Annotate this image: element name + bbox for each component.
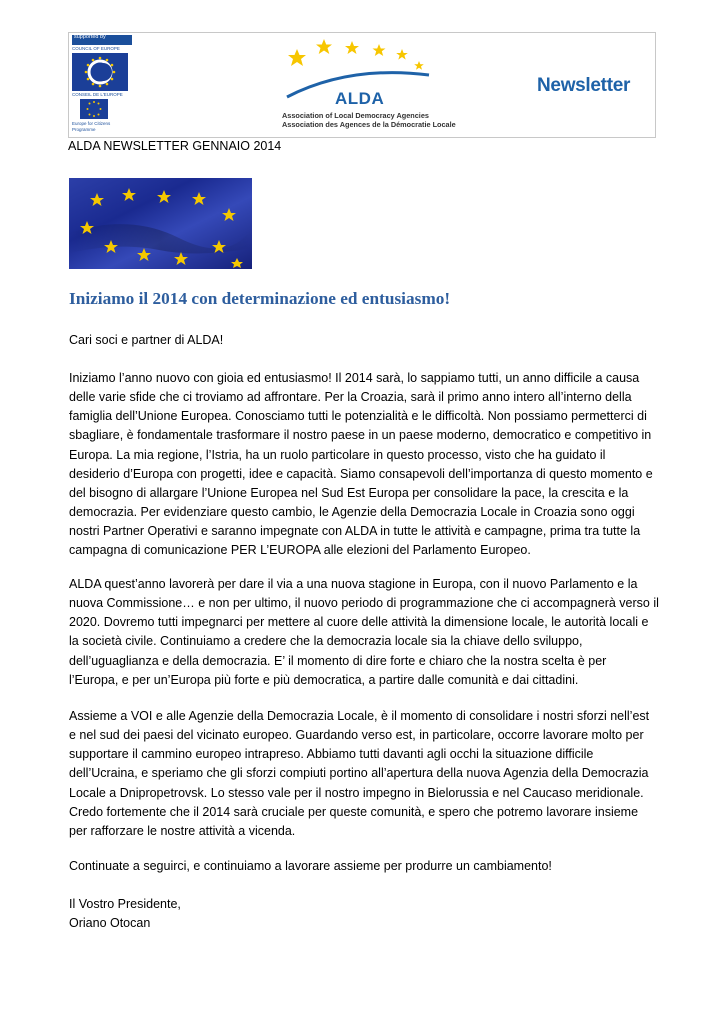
alda-subtitle-fr: Association des Agences de la Démocratie Locale (282, 120, 456, 129)
alda-subtitle-en: Association of Local Democracy Agencies (282, 111, 429, 120)
issue-label: ALDA NEWSLETTER GENNAIO 2014 (68, 139, 282, 153)
coe-supported-by: supported by (72, 35, 132, 45)
greeting (69, 331, 659, 350)
signature-line1: Il Vostro Presidente, (69, 897, 181, 911)
coe-name: COUNCIL OF EUROPE (72, 46, 120, 51)
newsletter-title: Newsletter (537, 75, 631, 96)
paragraph-text: ALDA quest’anno lavorerà per dare il via a una nuova stagione in Europa, con il nuovo Parlamento e la nuova Commissione… e non per ultimo, il nuovo periodo di programmazione che ci accompagnerà verso il 2020. Dovremo tutti impegnarci per mettere al cuore delle attività la dimensione locale, le autorità locali e la società civile. Continuiamo a credere che la democrazia locale sia la chiave dello sviluppo, dell’uguaglianza e della democrazia. E’ il momento di dire forte e chiaro che la nostra scelta è per l’Europa, e per un’Europa più forte e più democratica, a partire dalle comunità e dai cittadini. (69, 577, 659, 687)
body-paragraph-3 (69, 707, 659, 841)
paragraph-text: Iniziamo l’anno nuovo con gioia ed entusiasmo! Il 2014 sarà, lo sappiamo tutti, un anno difficile a causa delle varie sfide che ci troviamo ad affrontare. Per la Croazia, sarà il primo anno intero all’interno della famiglia dell’Unione Europea. Conosciamo tutti le potenzialità e le difficoltà. Non possiamo permetterci di sbagliare, è fondamentale trasformare il nostro paese in un paese moderno, democratico e competitivo in Europa. La mia regione, l’Istria, ha un ruolo particolare in questo processo, visto che ha guidato il desiderio d’Europa con progetti, idee e capacità. Siamo consapevoli dell’importanza di questo momento e del bisogno di allargare l’Unione Europea nel Sud Est Europa per consolidare la pace, la crescita e la democrazia. Per evidenziare questo cambio, le Agenzie della Democrazia Locale in Croazia sono oggi nostri Partner Operativi e saranno impegnate con ALDA in tutte le attività e campagne, prima tra tutte la campagna di comunicazione PER L’EUROPA alle elezioni del Parlamento Europeo. (69, 371, 653, 558)
coe-flag-icon (72, 53, 128, 91)
article-headline: Iniziamo il 2014 con determinazione ed entusiasmo! (69, 289, 451, 308)
body-paragraph-2 (69, 575, 659, 690)
paragraph-text: Continuate a seguirci, e continuiamo a lavorare assieme per produrre un cambiamento! (69, 859, 552, 873)
eu-flag-photo (69, 178, 252, 269)
coe-name-fr: CONSEIL DE L'EUROPE (72, 92, 123, 97)
eu-flag-icon (80, 99, 108, 119)
signature (69, 895, 659, 933)
eu-programme-line2: Programme (72, 127, 96, 132)
signature-name: Oriano Otocan (69, 916, 151, 931)
paragraph-text: Assieme a VOI e alle Agenzie della Democrazia Locale, è il momento di consolidare i nostri sforzi nell’est e nel sud dei paesi del vicinato europeo. Guardando verso est, in particolare, occorre lavorare molto per supportare il cammino europeo intrapreso. Abbiamo tutti davanti agli occhi la situazione difficile dell’Ucraina, e speriamo che gli sforzi compiuti portino all’apertura della nuova Agenzia della Democrazia Locale a Dnipropetrovsk. Lo stesso vale per il nostro impegno in Bielorussia e nel Caucaso meridionale. Credo fortemente che il 2014 sarà cruciale per queste comunità, e spero che potremo lavorare insieme per rafforzare le nostre attività a vicenda. (69, 709, 650, 838)
body-paragraph-4 (69, 857, 659, 876)
greeting-text: Cari soci e partner di ALDA! (69, 333, 224, 347)
eu-programme-line1: Europe for Citizens (72, 121, 111, 126)
council-of-europe-logo (72, 35, 132, 135)
alda-name: ALDA (335, 89, 385, 108)
newsletter-header (68, 32, 656, 138)
body-paragraph-1 (69, 369, 659, 561)
